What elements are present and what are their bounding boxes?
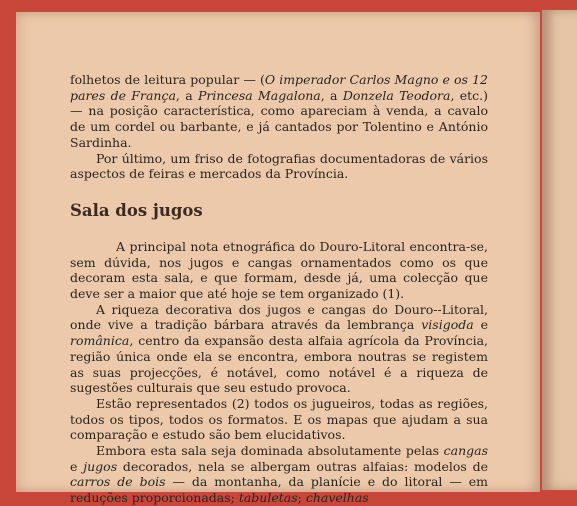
section-heading: Sala dos jugos xyxy=(70,200,203,220)
paragraph-riqueza-decorativa xyxy=(70,302,488,396)
text-run: , etc.) — na posição característica, como apareciam à venda, a cavalo de um cordel ou barbante, e já cantados por Tolentino e António Sardinha. xyxy=(70,87,489,150)
paragraph-representados: Estão representados (2) todos os jugueiros, todas as regiões, todos os tipos, todos os formatos. E os mapas que ajudam a sua comparação e estudo são bem elucidativos. xyxy=(70,395,488,443)
italic-term: visigoda xyxy=(421,317,474,333)
text-run: — da montanha, da planície e do litoral — em reduções proporcionadas; xyxy=(70,474,488,506)
text-run: folhetos de leitura popular — ( xyxy=(70,72,265,87)
text-run: , a xyxy=(175,87,198,103)
italic-term: jugos xyxy=(83,458,118,474)
italic-term: românica xyxy=(70,333,130,349)
page-text xyxy=(70,72,488,506)
paragraph-nota-etnografica: A principal nota etnográfica do Douro-Litoral encontra-se, sem dúvida, nos jugos e cangas ornamentados como os que decoram esta sala, e que formam, desde já, uma colecção que deve ser a maior que até hoje se tem organizado (1). xyxy=(70,238,488,302)
text-run: Embora esta sala seja dominada absolutamente pelas xyxy=(96,443,444,459)
italic-term: carros de bois xyxy=(70,474,166,490)
text-run: decorados, nela se albergam outras alfaias: modelos de xyxy=(117,458,489,474)
paragraph-fotografias: Por último, um friso de fotografias documentadoras de vários aspectos de feiras e mercados da Província. xyxy=(70,150,488,182)
text-run: A riqueza decorativa dos jugos e cangas do Douro--Litoral, onde vive a tradição bárbara através da lembrança xyxy=(70,301,488,333)
text-run: e xyxy=(473,317,488,333)
next-page-edge xyxy=(542,10,577,490)
italic-term: tabuletas xyxy=(238,490,298,506)
text-run: ; xyxy=(297,490,306,506)
italic-title: Donzela Teodora xyxy=(342,87,451,103)
italic-title: O imperador Carlos Magno e os 12 pares de França xyxy=(70,72,488,103)
italic-title: Princesa Magalona xyxy=(197,87,321,103)
text-run: e xyxy=(70,458,84,474)
book-page xyxy=(16,12,540,506)
italic-term: chavelhas xyxy=(305,490,369,506)
text-run: , centro da expansão desta alfaia agrícola da Província, região única onde ela se encontra, embora noutras se registem as suas projecções, é notável, como notável é a riqueza de sugestões culturais que seu estudo provoca. xyxy=(70,333,488,396)
text-run: , a xyxy=(320,87,343,103)
paragraph-cangas-jugos xyxy=(70,443,488,506)
italic-term: cangas xyxy=(443,443,488,459)
paragraph-folhetos xyxy=(70,72,488,151)
